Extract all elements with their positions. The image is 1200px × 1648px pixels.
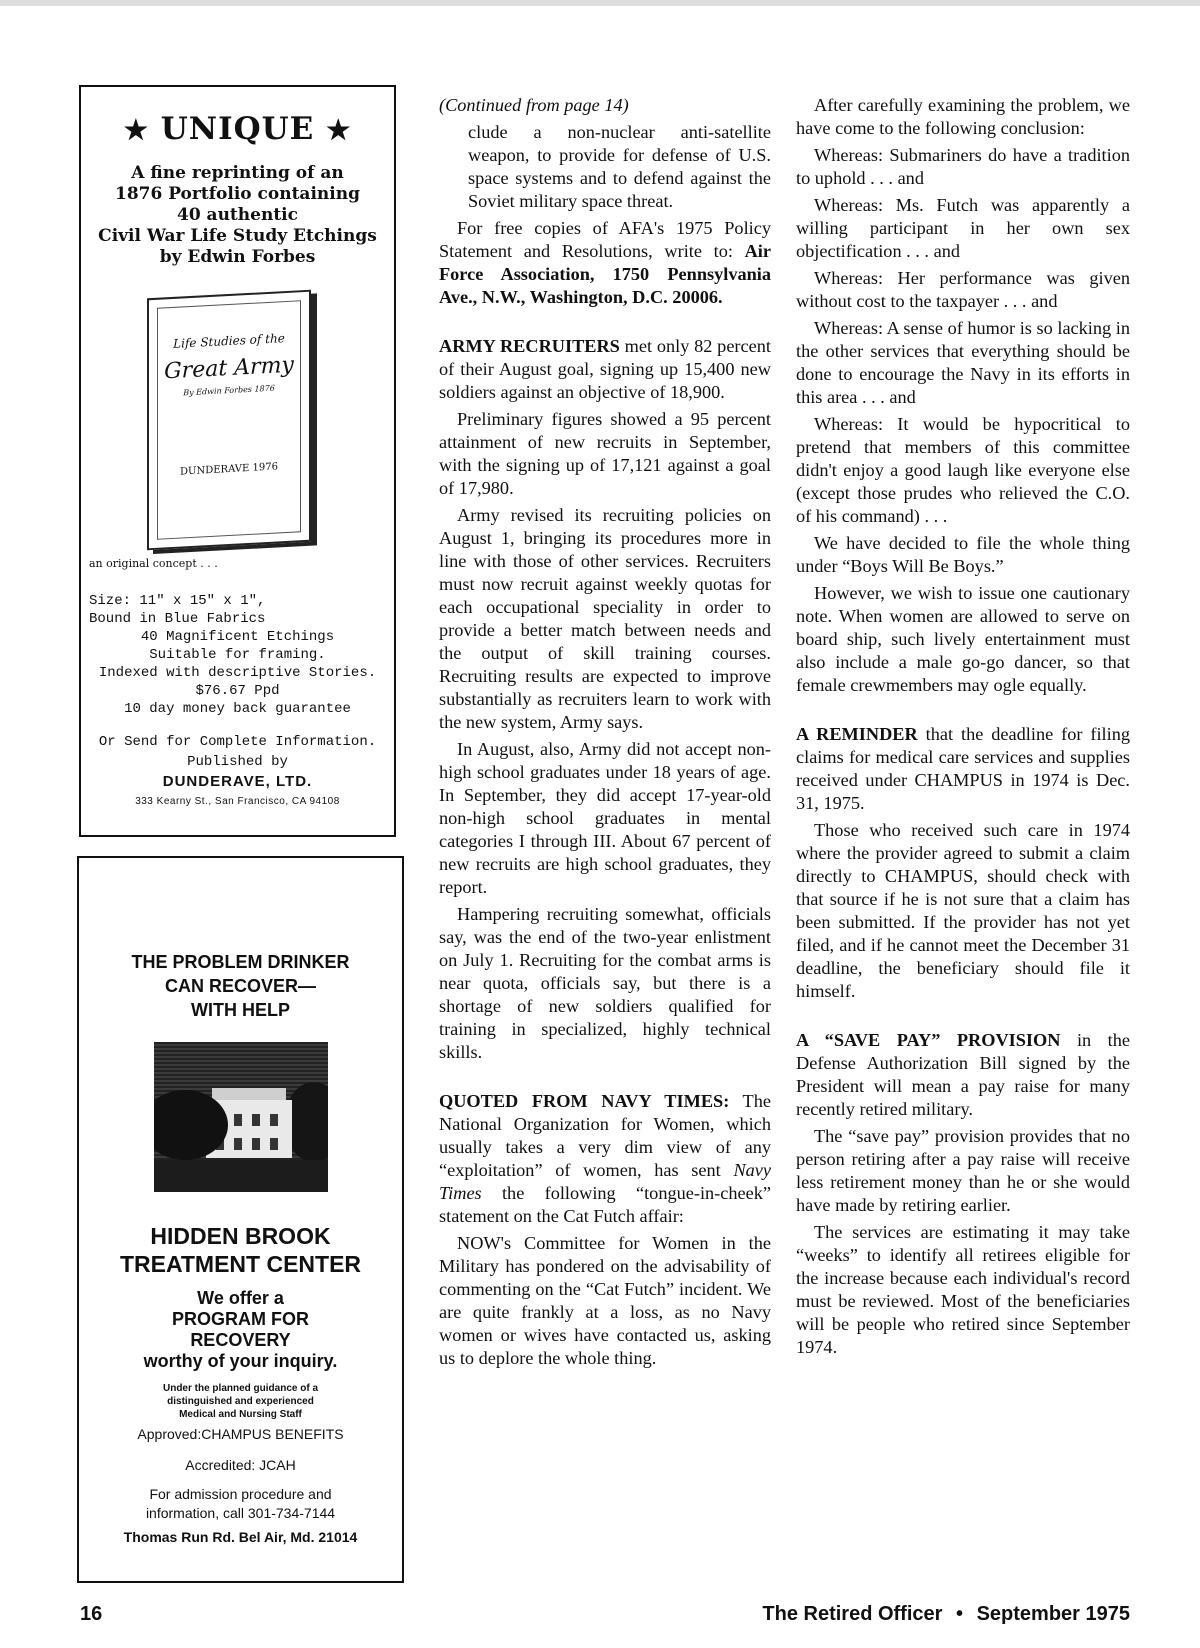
whereas-clause: Whereas: It would be hypocritical to pretend that members of this committee didn't enjoy a good laugh like everyone else (except those prudes who relieved the C.O. of his command) . . .: [796, 414, 1130, 526]
ad-unique-headline: A fine reprinting of an 1876 Portfolio containing 40 authentic Civil War Life Study Etchings by Edwin Forbes: [98, 163, 377, 267]
article-column-3: [796, 94, 1130, 1363]
center-name: HIDDEN BROOK TREATMENT CENTER: [119, 1223, 362, 1277]
save-pay-item: A “SAVE PAY” PROVISION in the Defense Authorization Bill signed by the President will mean a pay raise for many recently retired military.: [796, 1030, 1130, 1119]
house-photo: [154, 1042, 328, 1192]
paragraph: The “save pay” provision provides that no person retiring after a pay raise will receive less retirement money than he or she would have made by retiring earlier.: [796, 1126, 1130, 1215]
reminder-item: A REMINDER that the deadline for filing claims for medical care services and supplies received under CHAMPUS in 1974 is Dec. 31, 1975.: [796, 724, 1130, 813]
ad-unique-contact: Or Send for Complete Information. Published by DUNDERAVE, LTD. 333 Kearny St., San Francisco, CA 94108: [81, 732, 394, 812]
continued-note: (Continued from page 14): [439, 95, 629, 115]
paragraph: Hampering recruiting somewhat, officials say, was the end of the two-year enlistment on July 1. Recruiting for the combat arms is near quota, officials say, but there is a shortage of new soldiers qualified for training in specialized, highly technical skills.: [439, 904, 771, 1062]
paragraph: Those who received such care in 1974 where the provider agreed to submit a claim directly to CHAMPUS, should check with that source if he is not sure that a claim has been submitted. If the provider has not yet filed, and if he cannot meet the December 31 deadline, the beneficiary should file it himself.: [796, 820, 1130, 1001]
paragraph: clude a non-nuclear anti-satellite weapon, to provide for defense of U.S. space systems and to defend against the Soviet military space threat.: [468, 122, 771, 211]
paragraph: In August, also, Army did not accept non-high school graduates under 18 years of age. In September, they did accept 17-year-old non-high school graduates in mental categories I through III. About 67 percent of new recruits are high school graduates, they report.: [439, 739, 771, 897]
paragraph: However, we wish to issue one cautionary note. When women are allowed to serve on board ship, such lively entertainment must also include a male go-go dancer, so that female crewmembers may ogle equally.: [796, 583, 1130, 695]
ad-hidden-brook-headline: THE PROBLEM DRINKER CAN RECOVER— WITH HELP: [131, 952, 350, 1020]
guidance-text: Under the planned guidance of a distinguished and experienced Medical and Nursing Staff: [162, 1383, 318, 1420]
top-edge: [0, 0, 1200, 6]
whereas-clause: Whereas: A sense of humor is so lacking in the other services that everything should be done to encourage the Navy in its efforts in this area . . . and: [796, 318, 1130, 407]
paragraph: Preliminary figures showed a 95 percent attainment of new recruits in September, with the signing up of 17,121 against a goal of 17,980.: [439, 409, 771, 498]
article-column-2: [439, 94, 771, 1374]
paragraph: The services are estimating it may take “weeks” to identify all retirees eligible for the increase because each individual's record must be reviewed. Most of the beneficiaries will be people who retired since September 1974.: [796, 1222, 1130, 1357]
offer-text: We offer a PROGRAM FOR RECOVERY worthy of your inquiry.: [143, 1288, 338, 1371]
approved-text: Approved:CHAMPUS BENEFITS: [137, 1426, 344, 1442]
paragraph: For free copies of AFA's 1975 Policy Statement and Resolutions, write to: Air Force Association, 1750 Pennsylvania Ave., N.W., Washington, D.C. 20006.: [439, 218, 771, 307]
concept-caption: an original concept . . .: [89, 557, 218, 570]
book-cover: Life Studies of the Great Army By Edwin Forbes 1876 DUNDERAVE 1976: [147, 290, 311, 551]
company-name: DUNDERAVE, LTD.: [162, 773, 313, 790]
bullet-icon: •: [956, 1603, 964, 1625]
company-address: 333 Kearny St., San Francisco, CA 94108: [135, 796, 340, 807]
paragraph: After carefully examining the problem, we have come to the following conclusion:: [796, 95, 1130, 138]
ad-hidden-brook: [77, 856, 404, 1583]
ad-unique: [79, 85, 396, 837]
paragraph: We have decided to file the whole thing under “Boys Will Be Boys.”: [796, 533, 1130, 576]
magazine-footer: The Retired Officer • September 1975: [762, 1603, 1130, 1625]
whereas-clause: Whereas: Submariners do have a tradition to uphold . . . and: [796, 145, 1130, 188]
ad-unique-title: ★ UNIQUE ★: [123, 111, 352, 147]
book-illustration: [81, 294, 394, 574]
center-address: Thomas Run Rd. Bel Air, Md. 21014: [123, 1529, 358, 1545]
admission-text: For admission procedure and information, call 301-734-7144: [145, 1486, 336, 1521]
paragraph: Army revised its recruiting policies on August 1, bringing its procedures more in line with those of other services. Recruiters must now recruit against weekly quotas for each occupational speciality in order to provide a better match between needs and the output of skill training courses. Recruiting results are expected to improve substantially as recruiters learn to work with the new system, Army says.: [439, 505, 771, 732]
accredited-text: Accredited: JCAH: [185, 1457, 296, 1473]
page-number: 16: [80, 1603, 103, 1625]
army-recruiters-item: ARMY RECRUITERS met only 82 percent of their August goal, signing up 15,400 new soldiers against an objective of 18,900.: [439, 336, 771, 402]
whereas-clause: Whereas: Her performance was given without cost to the taxpayer . . . and: [796, 268, 1130, 311]
whereas-clause: Whereas: Ms. Futch was apparently a willing participant in her own sex objectification . . . and: [796, 195, 1130, 261]
star-icon: ★: [326, 115, 352, 146]
navy-times-item: QUOTED FROM NAVY TIMES: The National Organization for Women, which usually takes a very dim view of any “exploitation” of women, has sent Navy Times the following “tongue-in-cheek” statement on the Cat Futch affair:: [439, 1091, 771, 1226]
ad-unique-details: Size: 11" x 15" x 1", Bound in Blue Fabrics 40 Magnificent Etchings Suitable for framing. Indexed with descriptive Stories. $76.67 Ppd 10 day money back guarantee: [89, 593, 377, 717]
star-icon: ★: [123, 115, 149, 146]
paragraph: NOW's Committee for Women in the Military has pondered on the advisability of commenting on the “Cat Futch” incident. We are quite frankly at a loss, as no Navy women or wives have contacted us, asking us to deplore the whole thing.: [439, 1233, 771, 1368]
